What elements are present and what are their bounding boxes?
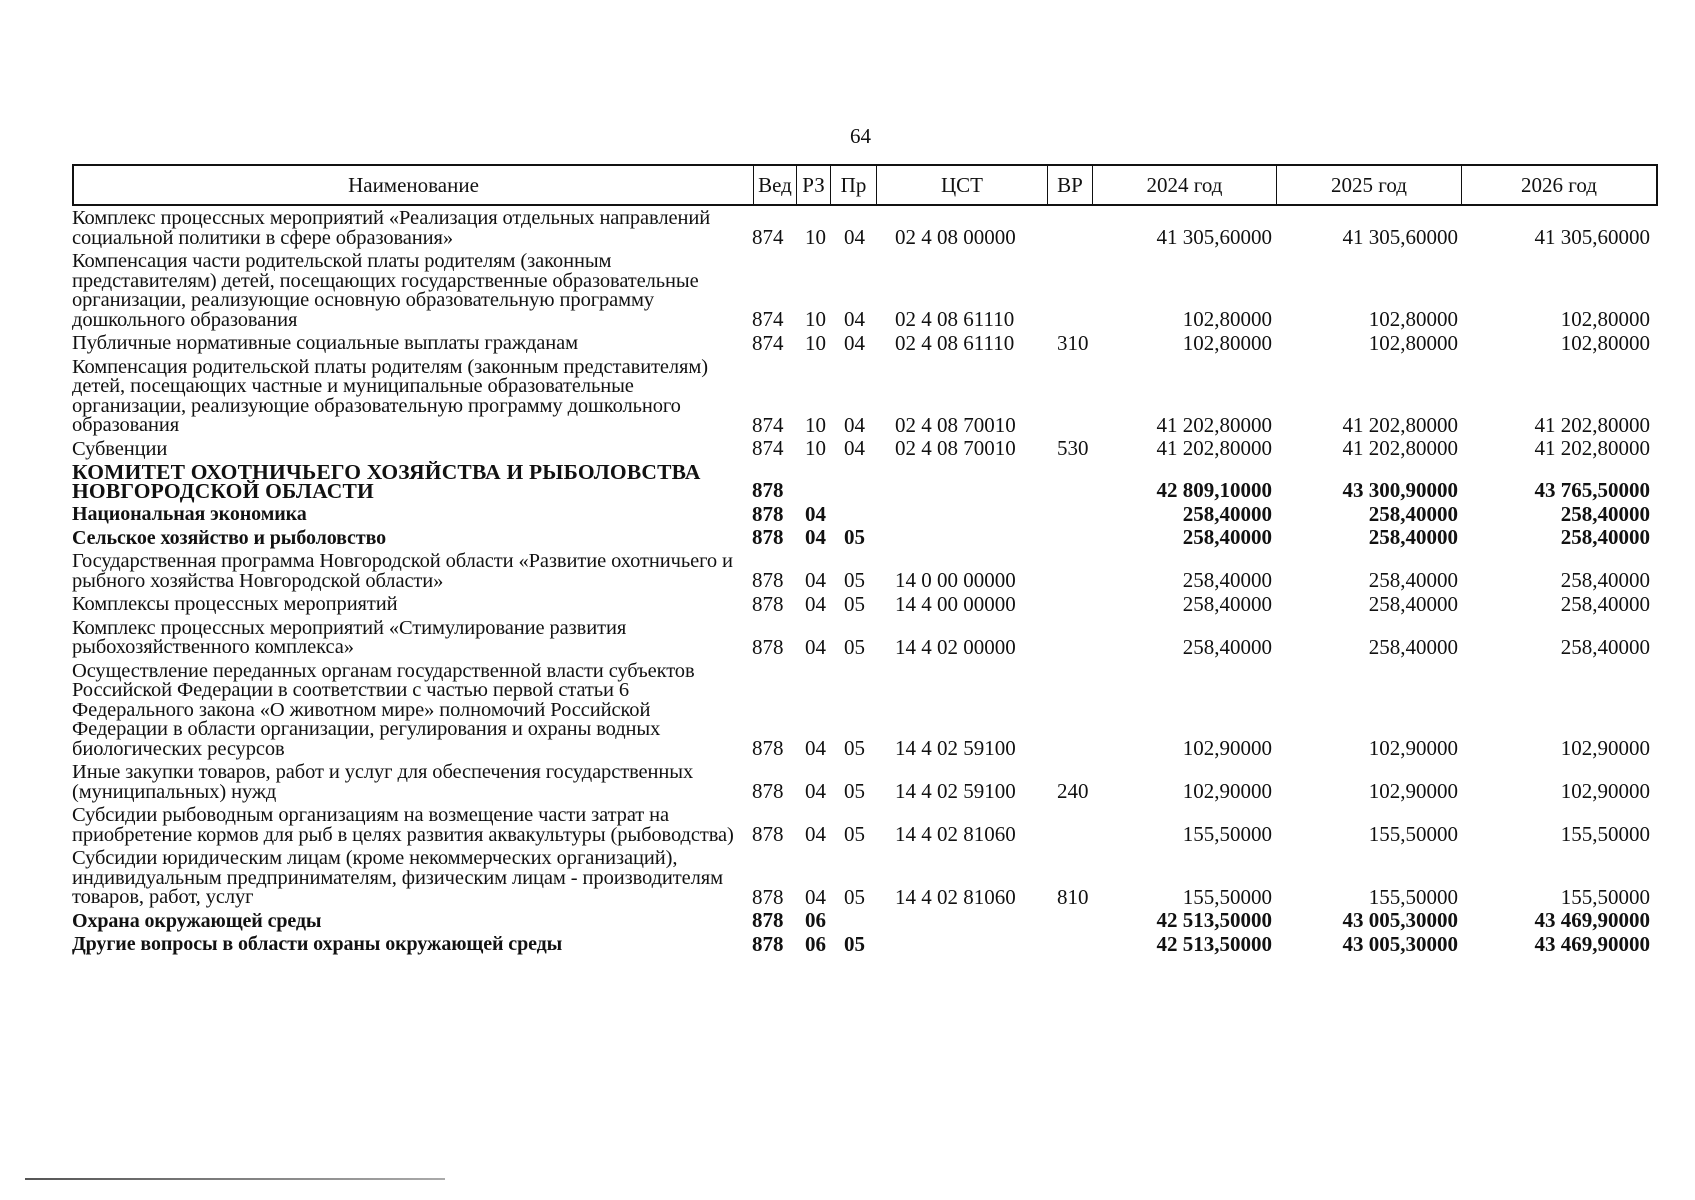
row-rz: 10	[805, 330, 826, 355]
row-name: Охрана окружающей среды	[72, 909, 322, 932]
row-y2024: 41 305,60000	[1156, 225, 1272, 249]
page-number: 64	[850, 124, 871, 148]
row-pr: 04	[844, 330, 865, 355]
row-name: Субсидии рыбоводным организациям на возмещение части затрат на приобретение кормов для рыб в целях развития аквакультуры (рыбоводства)	[72, 804, 734, 846]
row-y2026: 41 202,80000	[1534, 436, 1650, 460]
row-ved: 878	[752, 736, 784, 760]
row-y2026: 258,40000	[1560, 525, 1650, 549]
row-ved: 878	[752, 822, 784, 846]
header-vr: ВР	[1048, 166, 1093, 204]
row-y2024: 102,90000	[1182, 736, 1272, 760]
row-vr: 240	[1057, 779, 1089, 803]
table-row	[72, 910, 1658, 934]
row-y2024: 258,40000	[1182, 568, 1272, 592]
table-row	[72, 804, 1658, 847]
row-name: Государственная программа Новгородской области «Развитие охотничьего и рыбного хозяйства Новгородской области»	[72, 550, 733, 592]
row-name: Компенсация части родительской платы родителям (законным представителям) детей, посещающих государственные образовательные организации, реализующие основную образовательную программу дошкольного образования	[72, 250, 699, 331]
header-2025: 2025 год	[1277, 166, 1462, 204]
row-y2026: 41 305,60000	[1534, 225, 1650, 249]
row-y2025: 41 305,60000	[1342, 225, 1458, 249]
row-cst: 14 0 00 00000	[895, 568, 1016, 592]
row-y2026: 102,80000	[1560, 330, 1650, 355]
row-rz: 04	[805, 736, 826, 760]
row-ved: 878	[752, 931, 784, 956]
row-ved: 878	[752, 525, 784, 549]
row-name: Субсидии юридическим лицам (кроме некоммерческих организаций), индивидуальным предпринимателям, физическим лицам - производителям товаров, работ, услуг	[72, 847, 723, 908]
header-pr: Пр	[831, 166, 877, 204]
row-y2025: 258,40000	[1368, 568, 1458, 592]
row-ved: 874	[752, 436, 784, 460]
row-cst: 14 4 02 59100	[895, 736, 1016, 760]
row-pr: 05	[844, 931, 865, 956]
row-y2026: 258,40000	[1560, 634, 1650, 659]
row-y2025: 43 005,30000	[1342, 908, 1458, 932]
header-rz: РЗ	[797, 166, 831, 204]
row-ved: 878	[752, 591, 784, 616]
row-y2026: 258,40000	[1560, 591, 1650, 616]
row-ved: 874	[752, 307, 784, 331]
row-y2025: 102,90000	[1368, 779, 1458, 803]
row-y2024: 41 202,80000	[1156, 436, 1272, 460]
row-y2024: 41 202,80000	[1156, 412, 1272, 437]
row-cst: 14 4 02 59100	[895, 779, 1016, 803]
table-row	[72, 356, 1658, 438]
row-vr: 530	[1057, 436, 1089, 460]
row-y2025: 43 005,30000	[1342, 931, 1458, 956]
row-y2025: 258,40000	[1368, 501, 1458, 526]
header-2026: 2026 год	[1521, 173, 1597, 197]
row-name: Комплекс процессных мероприятий «Реализация отдельных направлений социальной политики в сфере образования»	[72, 207, 711, 249]
table-row	[72, 503, 1658, 527]
table-row	[72, 660, 1658, 762]
table-row	[72, 617, 1658, 660]
row-cst: 14 4 02 81060	[895, 884, 1016, 909]
row-y2026: 155,50000	[1560, 884, 1650, 909]
row-rz: 04	[805, 525, 826, 549]
row-y2025: 102,90000	[1368, 736, 1458, 760]
row-pr: 04	[844, 307, 865, 331]
row-y2026: 41 202,80000	[1534, 412, 1650, 437]
table-row	[72, 527, 1658, 551]
row-y2024: 258,40000	[1182, 525, 1272, 549]
row-rz: 10	[805, 412, 826, 437]
row-name: Комплекс процессных мероприятий «Стимулирование развития рыбохозяйственного комплекса»	[72, 616, 627, 658]
row-vr: 810	[1057, 884, 1089, 909]
table-row	[72, 250, 1658, 332]
row-cst: 02 4 08 70010	[895, 436, 1016, 460]
row-pr: 05	[844, 568, 865, 592]
row-ved: 874	[752, 225, 784, 249]
row-rz: 10	[805, 307, 826, 331]
row-name: Комплексы процессных мероприятий	[72, 593, 398, 615]
row-y2025: 155,50000	[1368, 884, 1458, 909]
table-body	[72, 207, 1658, 957]
table-row	[72, 207, 1658, 250]
row-y2026: 258,40000	[1560, 501, 1650, 526]
row-name: Субвенции	[72, 437, 168, 460]
row-y2026: 155,50000	[1560, 822, 1650, 846]
row-ved: 878	[752, 501, 784, 526]
row-y2025: 43 300,90000	[1342, 478, 1458, 502]
row-y2024: 102,80000	[1182, 307, 1272, 331]
row-pr: 05	[844, 822, 865, 846]
row-cst: 02 4 08 00000	[895, 225, 1016, 249]
row-rz: 06	[805, 931, 826, 956]
table-row	[72, 438, 1658, 462]
row-ved: 874	[752, 330, 784, 355]
row-rz: 10	[805, 436, 826, 460]
table-row	[72, 332, 1658, 356]
row-pr: 05	[844, 884, 865, 909]
row-rz: 10	[805, 225, 826, 249]
row-cst: 14 4 02 81060	[895, 822, 1016, 846]
header-cst: ЦСТ	[877, 166, 1048, 204]
row-y2025: 155,50000	[1368, 822, 1458, 846]
row-y2024: 258,40000	[1182, 634, 1272, 659]
row-y2024: 258,40000	[1182, 501, 1272, 526]
row-pr: 05	[844, 525, 865, 549]
row-cst: 02 4 08 70010	[895, 412, 1016, 437]
row-ved: 878	[752, 478, 784, 502]
table-row	[72, 761, 1658, 804]
row-y2026: 43 469,90000	[1534, 931, 1650, 956]
row-y2026: 258,40000	[1560, 568, 1650, 592]
header-name: Наименование	[74, 166, 754, 204]
row-ved: 878	[752, 568, 784, 592]
row-y2026: 102,90000	[1560, 736, 1650, 760]
row-name: КОМИТЕТ ОХОТНИЧЬЕГО ХОЗЯЙСТВА И РЫБОЛОВСТВА НОВГОРОДСКОЙ ОБЛАСТИ	[72, 460, 701, 503]
row-name: Публичные нормативные социальные выплаты гражданам	[72, 332, 579, 354]
row-pr: 04	[844, 412, 865, 437]
row-rz: 04	[805, 568, 826, 592]
row-name: Осуществление переданных органам государственной власти субъектов Российской Федерации в соответствии с частью первой статьи 6 Федерального закона «О животном мире» полномочий Российской Федерации в области организации, регулирования и охраны водных биологических ресурсов	[72, 659, 695, 760]
row-y2026: 43 765,50000	[1534, 478, 1650, 502]
row-y2024: 42 513,50000	[1156, 931, 1272, 956]
row-y2025: 102,80000	[1368, 330, 1458, 355]
row-y2026: 102,90000	[1560, 779, 1650, 803]
row-y2024: 258,40000	[1182, 591, 1272, 616]
row-cst: 14 4 02 00000	[895, 634, 1016, 659]
row-y2025: 41 202,80000	[1342, 436, 1458, 460]
row-rz: 04	[805, 822, 826, 846]
row-pr: 05	[844, 736, 865, 760]
row-name: Другие вопросы в области охраны окружающей среды	[72, 933, 563, 955]
row-name: Компенсация родительской платы родителям (законным представителям) детей, посещающих частные и муниципальные образовательные организации, реализующие образовательную программу дошкольного образования	[72, 355, 708, 436]
header-2024: 2024 год	[1093, 166, 1277, 204]
row-pr: 05	[844, 591, 865, 616]
row-y2025: 41 202,80000	[1342, 412, 1458, 437]
row-cst: 02 4 08 61110	[895, 330, 1015, 355]
row-y2025: 258,40000	[1368, 634, 1458, 659]
row-y2024: 155,50000	[1182, 884, 1272, 909]
row-pr: 04	[844, 436, 865, 460]
row-cst: 02 4 08 61110	[895, 307, 1015, 331]
row-pr: 04	[844, 225, 865, 249]
row-ved: 878	[752, 884, 784, 909]
row-y2025: 258,40000	[1368, 525, 1458, 549]
row-y2025: 258,40000	[1368, 591, 1458, 616]
row-y2024: 42 513,50000	[1156, 908, 1272, 932]
row-vr: 310	[1057, 330, 1089, 355]
row-pr: 05	[844, 634, 865, 659]
table-row	[72, 550, 1658, 593]
row-ved: 878	[752, 634, 784, 659]
footer-rule	[25, 1178, 445, 1180]
row-rz: 06	[805, 908, 826, 932]
row-y2026: 43 469,90000	[1534, 908, 1650, 932]
row-ved: 878	[752, 779, 784, 803]
table-header	[72, 164, 1658, 206]
row-cst: 14 4 00 00000	[895, 591, 1016, 616]
row-pr: 05	[844, 779, 865, 803]
row-y2024: 102,90000	[1182, 779, 1272, 803]
row-y2025: 102,80000	[1368, 307, 1458, 331]
header-ved: Вед	[754, 166, 797, 204]
table-row	[72, 933, 1658, 957]
row-y2024: 42 809,10000	[1156, 478, 1272, 502]
row-name: Сельское хозяйство и рыболовство	[72, 526, 387, 549]
row-name: Иные закупки товаров, работ и услуг для обеспечения государственных (муниципальных) нужд	[72, 761, 694, 803]
row-ved: 878	[752, 908, 784, 932]
row-rz: 04	[805, 884, 826, 909]
row-name: Национальная экономика	[72, 503, 307, 525]
table-row	[72, 593, 1658, 617]
row-y2024: 102,80000	[1182, 330, 1272, 355]
row-rz: 04	[805, 591, 826, 616]
row-rz: 04	[805, 501, 826, 526]
row-rz: 04	[805, 779, 826, 803]
row-y2026: 102,80000	[1560, 307, 1650, 331]
table-row	[72, 461, 1658, 503]
row-ved: 874	[752, 412, 784, 437]
row-y2024: 155,50000	[1182, 822, 1272, 846]
table-row	[72, 847, 1658, 910]
row-rz: 04	[805, 634, 826, 659]
